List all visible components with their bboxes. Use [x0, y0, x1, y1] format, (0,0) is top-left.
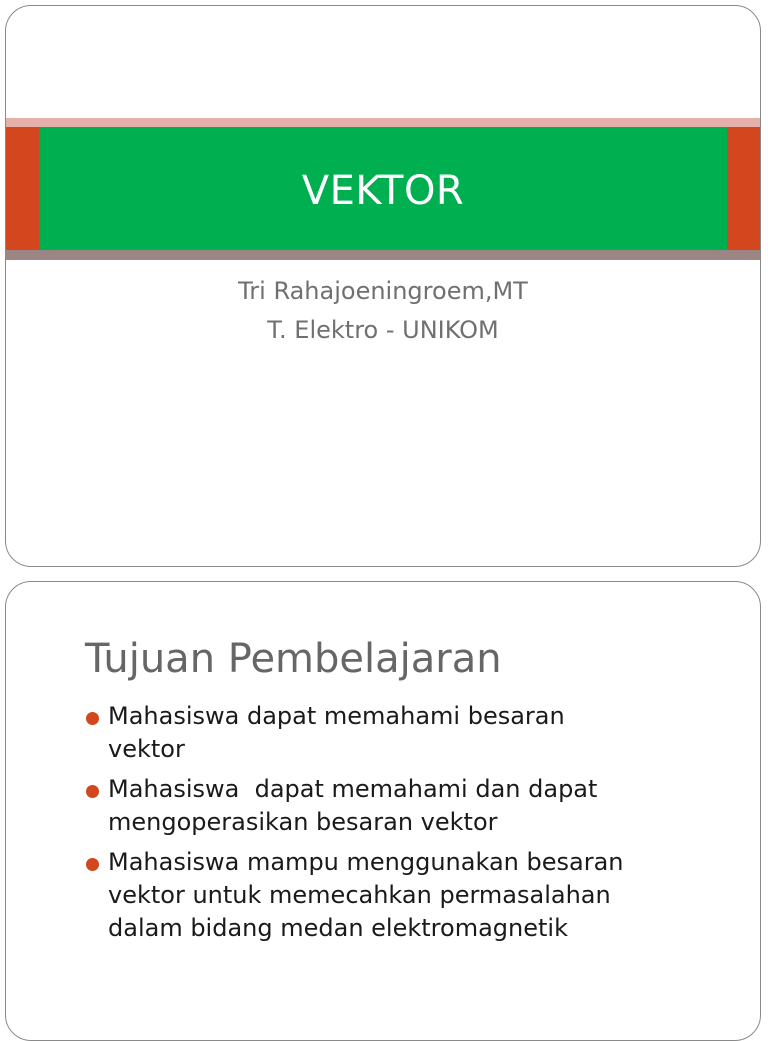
author-name: Tri Rahajoeningroem,MT — [238, 277, 528, 305]
bullet-line: Mahasiswa dapat memahami besaran — [108, 702, 565, 730]
list-item — [86, 700, 726, 766]
bullet-line: Mahasiswa dapat memahami dan dapat — [108, 775, 598, 803]
title-band-bottom — [6, 250, 760, 260]
title-accent-left — [6, 127, 39, 250]
bullet-icon — [86, 785, 99, 798]
list-item — [86, 846, 726, 945]
bullet-line: dalam bidang medan elektromagnetik — [108, 914, 568, 942]
objectives-slide[interactable] — [5, 581, 761, 1041]
title-slide[interactable] — [5, 5, 761, 567]
title-banner — [39, 127, 727, 250]
bullet-icon — [86, 712, 99, 725]
slide-title: VEKTOR — [301, 167, 465, 214]
bullet-icon — [86, 858, 99, 871]
title-band-top — [6, 118, 760, 127]
list-item — [86, 773, 726, 839]
bullet-line: mengoperasikan besaran vektor — [108, 808, 498, 836]
slide-heading: Tujuan Pembelajaran — [85, 636, 502, 682]
bullet-line: vektor untuk memecahkan permasalahan — [108, 881, 611, 909]
title-accent-right — [727, 127, 760, 250]
affiliation: T. Elektro - UNIKOM — [267, 316, 499, 344]
bullet-line: Mahasiswa mampu menggunakan besaran — [108, 848, 624, 876]
bullet-line: vektor — [108, 735, 185, 763]
bullet-list — [86, 700, 726, 952]
slide-subtitle — [6, 272, 760, 350]
